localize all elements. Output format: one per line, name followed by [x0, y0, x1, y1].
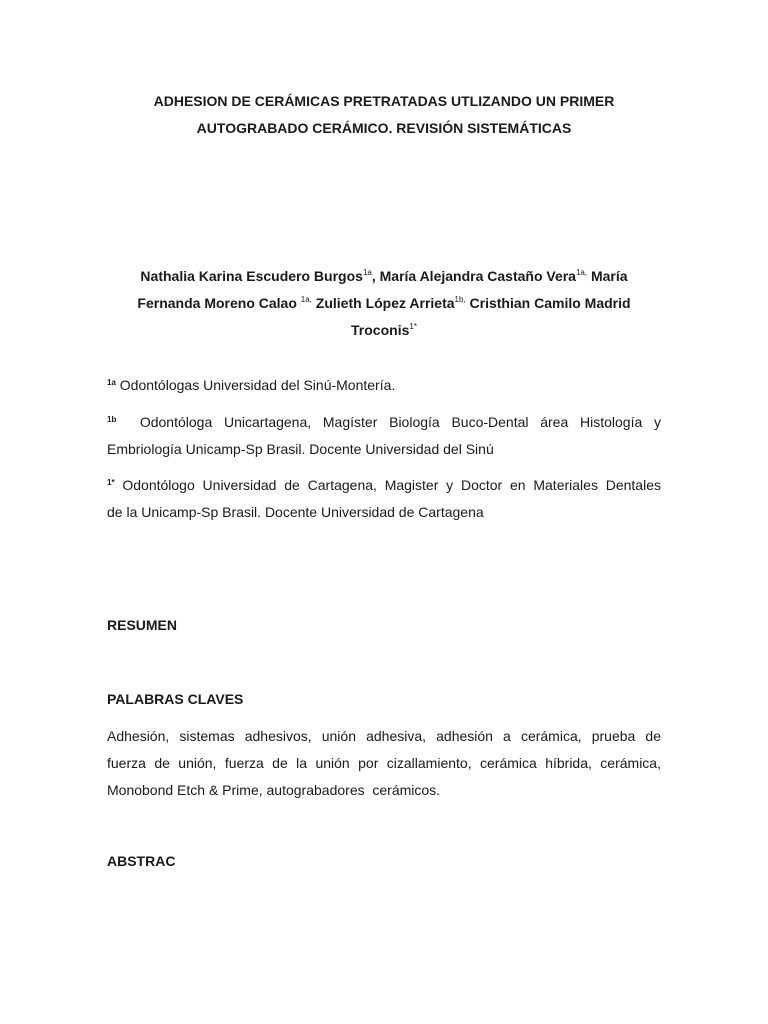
affiliation-text: Odontóloga Unicartagena, Magíster Biología Buco-Dental área Histología y	[139, 414, 662, 430]
author-superscript: 1a,	[300, 295, 312, 304]
author-name: Nathalia Karina Escudero Burgos	[140, 268, 363, 284]
document-title	[100, 88, 668, 142]
author-superscript: 1b,	[454, 295, 466, 304]
keywords-paragraph	[107, 723, 661, 804]
author-list	[107, 263, 661, 344]
affiliation-text: Odontólogo Universidad de Cartagena, Magister y Doctor en Materiales Dentales	[122, 477, 661, 493]
section-heading-resumen: RESUMEN	[107, 617, 178, 633]
keywords-line: Monobond Etch & Prime, autograbadores cerámicos.	[107, 782, 441, 798]
author-name: Cristhian Camilo Madrid Troconis	[351, 295, 631, 338]
author-separator: ,	[371, 268, 380, 284]
title-line-2: AUTOGRABADO CERÁMICO. REVISIÓN SISTEMÁTICAS	[196, 120, 572, 136]
author-superscript: 1*	[409, 322, 417, 331]
affiliation-1star	[107, 472, 661, 526]
author-superscript: 1a,	[575, 268, 588, 277]
title-line-1: ADHESION DE CERÁMICAS PRETRATADAS UTLIZANDO UN PRIMER	[153, 93, 615, 109]
section-heading-keywords: PALABRAS CLAVES	[107, 691, 244, 707]
affiliation-text: Odontólogas Universidad del Sinú-Montería.	[119, 377, 396, 393]
author-superscript: 1a	[362, 268, 372, 277]
affiliation-1b	[107, 409, 661, 463]
affiliation-superscript: 1a	[107, 378, 116, 387]
keywords-line: fuerza de unión, fuerza de la unión por cizallamiento, cerámica híbrida, cerámica,	[107, 755, 661, 771]
author-name: María Fernanda Moreno Calao	[137, 268, 628, 311]
affiliation-1a	[107, 372, 661, 399]
affiliation-superscript: 1b	[107, 415, 117, 424]
author-name: Zulieth López Arrieta	[315, 295, 455, 311]
affiliation-text: de la Unicamp-Sp Brasil. Docente Universidad de Cartagena	[107, 504, 484, 520]
keywords-line: Adhesión, sistemas adhesivos, unión adhesiva, adhesión a cerámica, prueba de	[107, 728, 661, 744]
author-name: María Alejandra Castaño Vera	[379, 268, 576, 284]
section-heading-abstract: ABSTRAC	[107, 853, 176, 869]
affiliation-text: Embriología Unicamp-Sp Brasil. Docente Universidad del Sinú	[107, 441, 494, 457]
affiliation-superscript: 1*	[107, 478, 115, 487]
